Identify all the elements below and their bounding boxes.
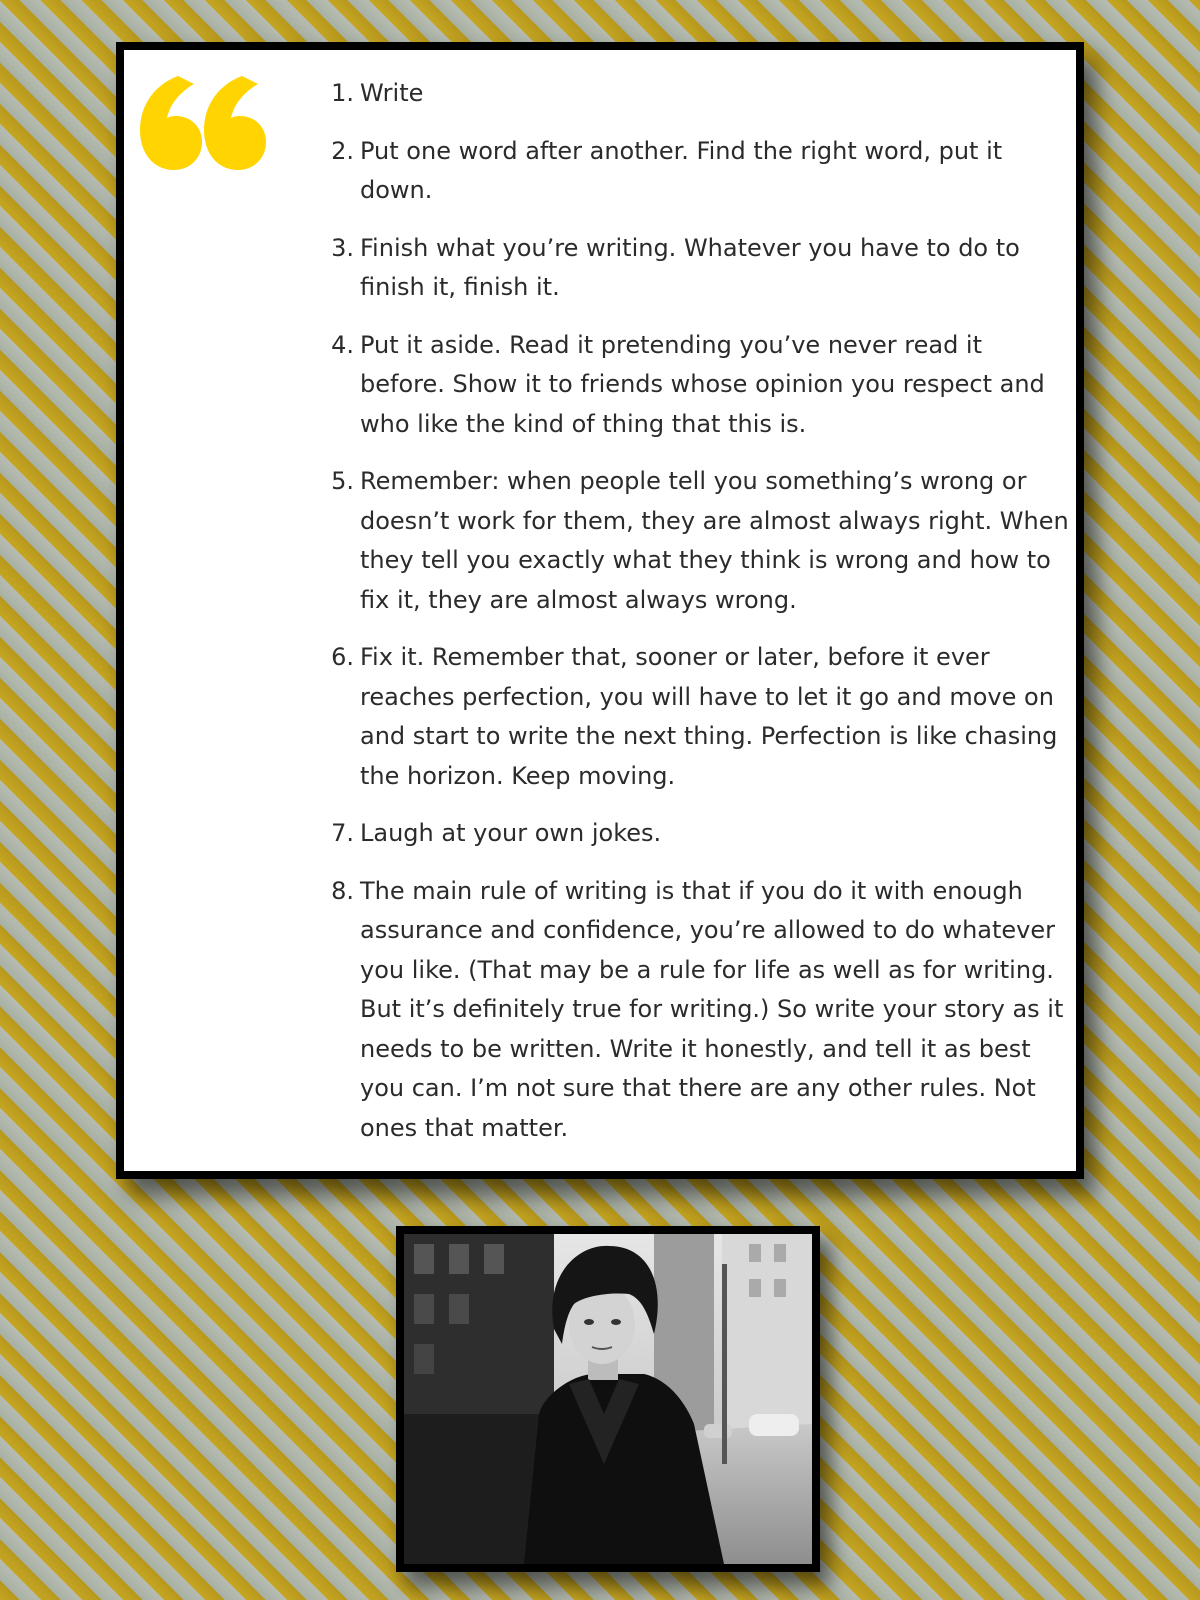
rule-item	[314, 462, 1070, 620]
rule-text: Remember: when people tell you something’s wrong or doesn’t work for them, they are almost always right. When they tell you exactly what they think is wrong and how to fix it, they are almost always wrong.	[360, 467, 1069, 614]
rule-text: Fix it. Remember that, sooner or later, before it ever reaches perfection, you will have to let it go and move on and start to write the next thing. Perfection is like chasing the horizon. Keep moving.	[360, 643, 1058, 790]
rule-number: 1.	[331, 79, 354, 107]
author-photo	[396, 1226, 820, 1572]
rule-number: 5.	[331, 467, 354, 495]
rule-item	[314, 326, 1070, 445]
author-portrait-image	[404, 1234, 812, 1564]
rule-item	[314, 229, 1070, 308]
rule-item	[314, 814, 1070, 854]
rule-number: 3.	[331, 233, 354, 262]
quote-card	[116, 42, 1084, 1179]
rule-number: 4.	[331, 330, 354, 359]
rule-item	[314, 132, 1070, 211]
rule-text: The main rule of writing is that if you do it with enough assurance and confidence, you’re allowed to do whatever you like. (That may be a rule for life as well as for writing. But it’s definitely true for writing.) So write your story as it needs to be written. Write it honestly, and tell it as best you can. I’m not sure that there are any other rules. Not ones that matter.	[360, 876, 1064, 1142]
rule-text: Laugh at your own jokes.	[360, 819, 662, 847]
rule-text: Finish what you’re writing. Whatever you have to do to finish it, finish it.	[360, 233, 1020, 301]
rule-text: Put one word after another. Find the right word, put it down.	[360, 136, 1003, 204]
rule-number: 8.	[331, 876, 354, 905]
rule-number: 6.	[331, 643, 354, 671]
rule-item	[314, 872, 1070, 1149]
writing-rules-list	[314, 74, 1070, 1166]
quote-mark-icon	[138, 70, 268, 174]
rule-number: 2.	[331, 136, 354, 165]
rule-number: 7.	[331, 819, 354, 847]
rule-item	[314, 638, 1070, 796]
rule-item	[314, 74, 1070, 114]
rule-text: Put it aside. Read it pretending you’ve never read it before. Show it to friends whose opinion you respect and who like the kind of thing that this is.	[360, 330, 1045, 438]
rule-text: Write	[360, 79, 424, 107]
